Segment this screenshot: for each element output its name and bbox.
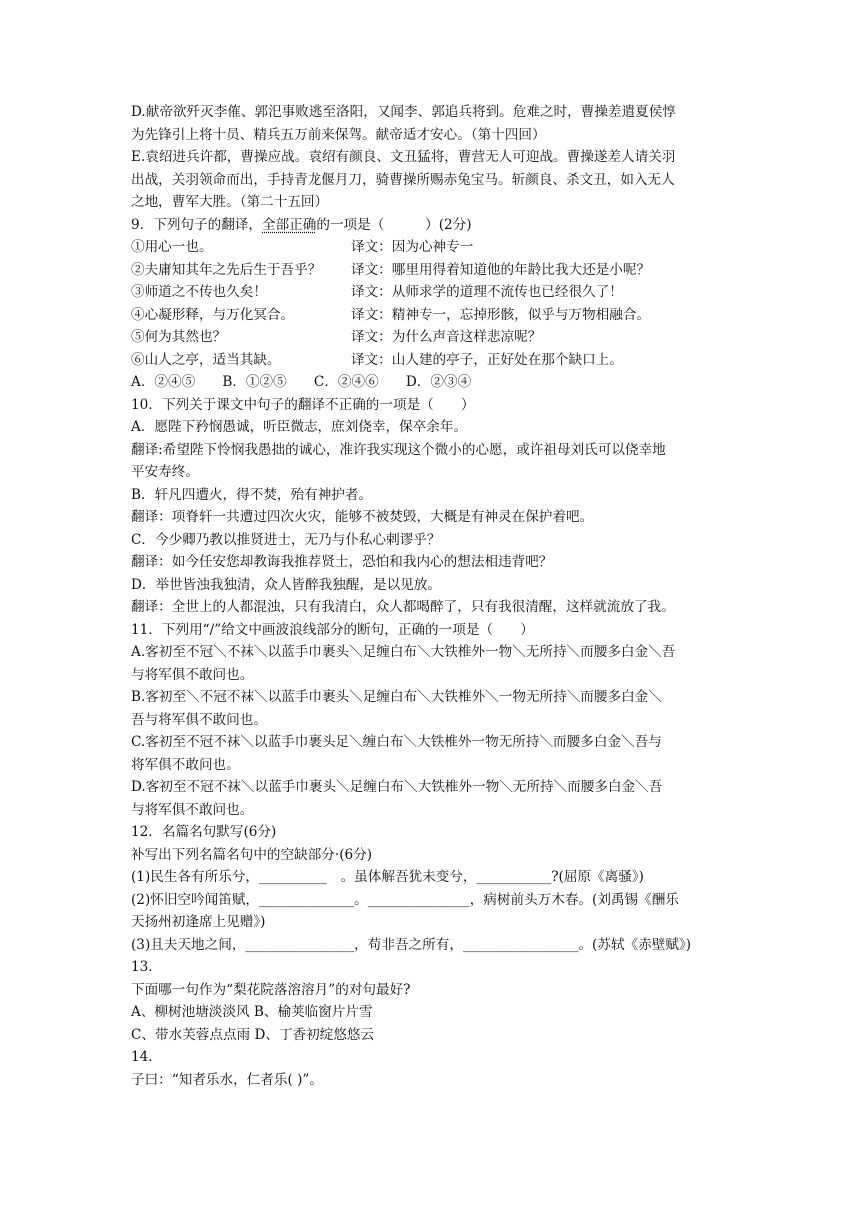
q12-item1: (1)民生各有所乐兮，__________ 。虽体解吾犹未变兮，___________?(屈原《离骚》) bbox=[131, 869, 644, 885]
q13-options-cd: C、带水芙蓉点点雨 D、丁香初绽悠悠云 bbox=[131, 1026, 375, 1043]
q11-option-c-line1: C.客初至不冠不袜＼以蓝手巾裹头足＼缠白布＼大铁椎外一物无所持＼而腰多白金＼吾与 bbox=[131, 734, 662, 750]
q11-option-c-line2: 将军俱不敢问也。 bbox=[131, 756, 240, 773]
q9-item-sentence: ③师道之不传也久矣！ bbox=[131, 284, 267, 300]
q9-item-translation: 译文：因为心神专一 bbox=[351, 239, 474, 255]
q12-title: 12．名篇名句默写(6分) bbox=[131, 824, 277, 840]
q9-item-sentence: ⑥山人之亭，适当其缺。 bbox=[131, 351, 281, 368]
q9-stem-pre: 9．下列句子的翻译， bbox=[131, 216, 262, 233]
q9-item-sentence: ①用心一也。 bbox=[131, 239, 213, 255]
q10-option-c-translation: 翻译：如今任安您却教诲我推荐贤士，恐怕和我内心的想法相违背吧？ bbox=[131, 554, 553, 570]
q10-option-a-translation-line1: 翻译:希望陛下怜悯我愚拙的诚心，准许我实现这个微小的心愿，或许祖母刘氏可以侥幸地 bbox=[131, 441, 666, 458]
q9-item-sentence: ②夫庸知其年之先后生于吾乎？ bbox=[131, 261, 322, 278]
q11-option-d-line1: D.客初至不冠不袜＼以蓝手巾裹头＼足缠白布＼大铁椎外一物＼无所持＼而腰多白金＼吾 bbox=[131, 779, 663, 795]
q12-item2-line1: (2)怀旧空吟闻笛赋，______________。_______________，病树前头万木春。(刘禹锡《酬乐 bbox=[131, 891, 679, 908]
q14-number: 14. bbox=[131, 1049, 153, 1065]
q10-option-b: B．轩凡四遭火，得不焚，殆有神护者。 bbox=[131, 486, 373, 503]
q9-item-translation: 译文：精神专一，忘掉形骸，似乎与万物相融合。 bbox=[351, 306, 651, 323]
q9-item bbox=[131, 236, 731, 259]
q8-option-d-line1: D.献帝欲歼灭李傕、郭汜事败逃至洛阳，又闻李、郭追兵将到。危难之时，曹操差遣夏侯惇 bbox=[131, 104, 676, 120]
q13-stem: 下面哪一句作为“梨花院落溶溶月”的对句最好? bbox=[131, 981, 411, 998]
q10-option-d: D．举世皆浊我独清，众人皆醉我独醒，是以见放。 bbox=[131, 576, 441, 593]
q9-item-translation: 译文：为什么声音这样悲凉呢？ bbox=[351, 329, 542, 345]
q8-option-d-line2: 为先锋引上将十员、精兵五万前来保驾。献帝适才安心。（第十四回） bbox=[131, 126, 546, 143]
q9-item-sentence: ④心凝形释，与万化冥合。 bbox=[131, 306, 295, 323]
q9-item bbox=[131, 304, 731, 327]
q9-choices: A．②④⑤ B．①②⑤ C．②④⑥ D．②③④ bbox=[131, 374, 472, 390]
q11-option-b-line1: B.客初至＼不冠不袜＼以蓝手巾裹头＼足缠白布＼大铁椎外＼一物无所持＼而腰多白金＼ bbox=[131, 689, 662, 705]
q10-option-a: A．愿陛下矜悯愚诚，听臣微志，庶刘侥幸，保卒余年。 bbox=[131, 419, 468, 435]
q9-stem-emphasis: 全部正确 bbox=[262, 216, 317, 233]
q11-option-b-line2: 吾与将军俱不敢问也。 bbox=[131, 711, 267, 728]
q11-option-a-line1: A.客初至不冠＼不袜＼以蓝手巾裹头＼足缠白布＼大铁椎外一物＼无所持＼而腰多白金＼吾 bbox=[131, 644, 676, 660]
q9-stem-post: 的一项是（ ）(2分) bbox=[316, 216, 472, 233]
q11-option-d-line2: 与将军俱不敢问也。 bbox=[131, 801, 254, 818]
q10-option-a-translation-line2: 平安寿终。 bbox=[131, 464, 199, 480]
q9-stem bbox=[131, 214, 731, 237]
q9-item bbox=[131, 326, 731, 349]
q9-item bbox=[131, 349, 731, 372]
q10-stem: 10．下列关于课文中句子的翻译不正确的一项是（ ） bbox=[131, 396, 475, 413]
q12-intro: 补写出下列名篇名句中的空缺部分·(6分) bbox=[131, 846, 373, 863]
q11-stem: 11．下列用“/”给文中画波浪线部分的断句，正确的一项是（ ） bbox=[131, 621, 534, 638]
q9-item-translation: 译文：山人建的亭子，正好处在那个缺口上。 bbox=[351, 351, 623, 368]
q14-stem: 子曰：“知者乐水，仁者乐( )”。 bbox=[131, 1071, 323, 1088]
q8-option-e-line2: 出战，关羽领命而出，手持青龙偃月刀，骑曹操所赐赤兔宝马。斩颜良、杀文丑，如入无人 bbox=[131, 171, 675, 188]
q9-item-translation: 译文：哪里用得着知道他的年龄比我大还是小呢？ bbox=[351, 261, 651, 278]
q10-option-c: C．今少卿乃教以推贤进士，无乃与仆私心剌谬乎？ bbox=[131, 531, 441, 548]
q8-option-e-line1: E.袁绍进兵许都，曹操应战。袁绍有颜良、文丑猛将，曹营无人可迎战。曹操遂差人请关羽 bbox=[131, 149, 676, 165]
q9-item-sentence: ⑤何为其然也？ bbox=[131, 329, 227, 345]
q12-item2-line2: 天扬州初逢席上见赠》) bbox=[131, 914, 266, 930]
q11-option-a-line2: 与将军俱不敢问也。 bbox=[131, 666, 254, 683]
q10-option-d-translation: 翻译：全世上的人都混浊，只有我清白，众人都喝醉了，只有我很清醒，这样就流放了我。 bbox=[131, 599, 675, 615]
q12-item3: (3)且夫天地之间，________________，苟非吾之所有，_________________。(苏轼《赤壁赋》) bbox=[131, 936, 692, 953]
exam-content bbox=[131, 101, 731, 1091]
q13-options-ab: A、柳树池塘淡淡风 B、榆荚临窗片片雪 bbox=[131, 1004, 373, 1020]
q13-number: 13. bbox=[131, 959, 153, 975]
q9-item-translation: 译文：从师求学的道理不流传也已经很久了！ bbox=[351, 284, 623, 300]
q9-item bbox=[131, 281, 731, 304]
q8-option-e-line3: 之地，曹军大胜。（第二十五回） bbox=[131, 194, 329, 210]
q9-item bbox=[131, 259, 731, 282]
q10-option-b-translation: 翻译：项脊轩一共遭过四次火灾，能够不被焚毁，大概是有神灵在保护着吧。 bbox=[131, 509, 594, 525]
